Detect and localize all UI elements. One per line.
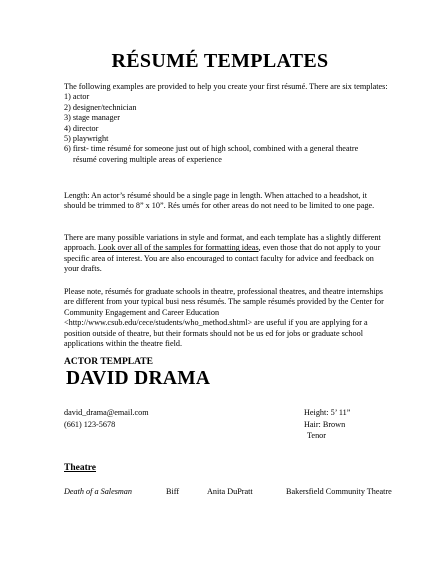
- list-item: 3) stage manager: [64, 113, 120, 123]
- physical-info: [304, 407, 350, 442]
- length-paragraph: Length: An actor’s résumé should be a single page in length. When attached to a headshot, it should be trimmed to 8” x 10”. Rés umés for other areas do not need to be limited to one page.: [64, 191, 375, 211]
- email-text: david_drama@email.com: [64, 408, 149, 417]
- voice-text: Tenor: [307, 431, 326, 440]
- intro-paragraph: The following examples are provided to help you create your first résumé. There are six templates:: [64, 82, 388, 91]
- list-item: 6) first- time résumé for someone just out of high school, combined with a general theatre: [64, 144, 359, 154]
- table-row: [64, 487, 404, 498]
- variations-paragraph: [64, 233, 390, 275]
- list-item: 4) director: [64, 123, 99, 133]
- note-paragraph: Please note, résumés for graduate schools in theatre, professional theatres, and theatre internships are different from your typical busi ness résumés. The sample résumés provided by the Center for Community Engagement and Career Education <http://www.csub.edu/cece/students/who_method.shtml> are useful if you are applying for a position outside of theatre, but their formats should not be us ed for jobs or graduate school applications within the theatre field.: [64, 287, 384, 349]
- intro-section: [64, 82, 390, 165]
- actor-name: DAVID DRAMA: [66, 368, 211, 389]
- director-text: Anita DuPratt: [207, 487, 253, 496]
- section-heading-theatre: Theatre: [64, 463, 97, 473]
- template-label: ACTOR TEMPLATE: [64, 357, 153, 367]
- page-title: RÉSUMÉ TEMPLATES: [111, 50, 329, 72]
- list-item: 2) designer/technician: [64, 102, 137, 112]
- variations-text: There are many possible variations in style and format, and each template has a slightly different approach.: [64, 233, 381, 253]
- variations-text-continued: , even those that do not apply to your specific area of interest. You are also encouraged to contact faculty for advice and feedback on your drafts.: [64, 243, 381, 274]
- template-list: [64, 92, 390, 165]
- list-item: 5) playwright: [64, 134, 109, 144]
- hair-text: Hair: Brown: [304, 419, 346, 429]
- contact-info: [64, 407, 149, 430]
- height-text: Height: 5’ 11”: [304, 408, 351, 417]
- venue-text: Bakersfield Community Theatre: [286, 487, 392, 496]
- list-item: 1) actor: [64, 92, 90, 102]
- phone-text: (661) 123-5678: [64, 419, 116, 429]
- formatting-ideas-link[interactable]: Look over all of the samples for formatting ideas: [98, 243, 259, 253]
- list-item: résumé covering multiple areas of experience: [73, 154, 222, 164]
- role-text: Biff: [166, 487, 180, 496]
- show-title: Death of a Salesman: [64, 487, 132, 496]
